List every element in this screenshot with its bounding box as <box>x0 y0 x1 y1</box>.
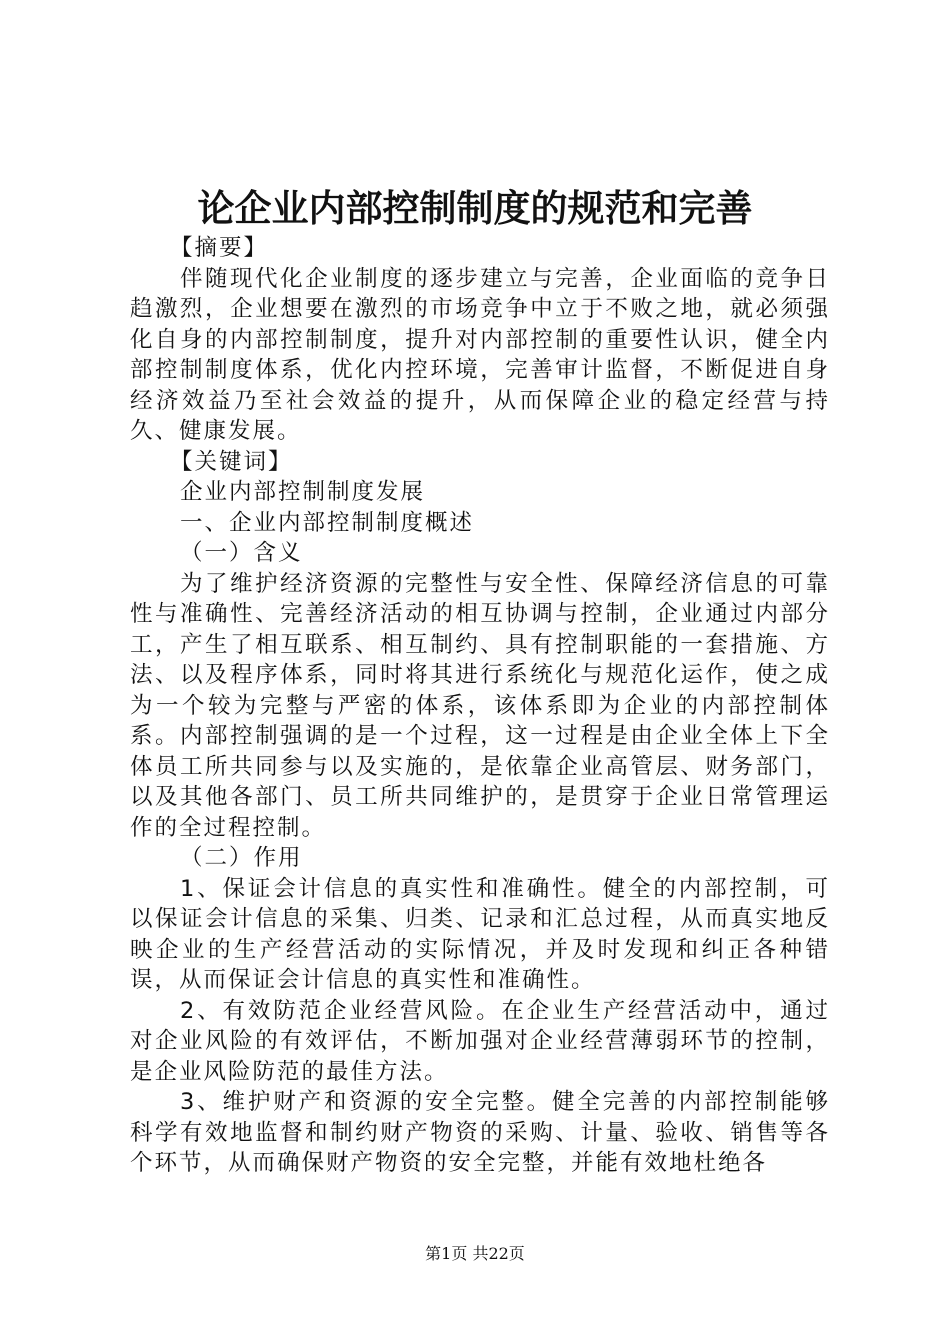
page-footer: 第1页 共22页 <box>425 1244 525 1263</box>
section-heading: 一、企业内部控制制度概述 <box>180 509 475 536</box>
paragraph: 【摘要】 <box>170 235 269 261</box>
paragraph: 为了维护经济资源的完整性与安全性、保障经济信息的可靠性与准确性、完善经济活动的相互协调与控制，企业通过内部分工，产生了相互联系、相互制约、具有控制职能的一套措施、方法、以及程序体系，同时将其进行系统化与规范化运作，使之成为一个较为完整与严密的体系，该体系即为企业的内部控制体系。内部控制强调的是一个过程，这一过程是由企业全体上下全体员工所共同参与以及实施的，是依靠企业高管层、财务部门，以及其他各部门、员工所共同维护的，是贯穿于企业日常管理运作的全过程控制。 <box>130 570 830 841</box>
document-body <box>130 233 830 1179</box>
paragraph: 1、保证会计信息的真实性和准确性。健全的内部控制，可以保证会计信息的采集、归类、记录和汇总过程，从而真实地反映企业的生产经营活动的实际情况，并及时发现和纠正各种错误，从而保证会计信息的真实性和准确性。 <box>130 875 830 993</box>
subsection-heading: （二）作用 <box>180 845 303 871</box>
paragraph: 企业内部控制制度发展 <box>180 479 426 505</box>
paragraph: 伴随现代化企业制度的逐步建立与完善，企业面临的竞争日趋激烈，企业想要在激烈的市场竞争中立于不败之地，就必须强化自身的内部控制制度，提升对内部控制的重要性认识，健全内部控制制度体系，优化内控环境，完善审计监督，不断促进自身经济效益乃至社会效益的提升，从而保障企业的稳定经营与持久、健康发展。 <box>130 265 830 444</box>
paragraph: 2、有效防范企业经营风险。在企业生产经营活动中，通过对企业风险的有效评估，不断加强对企业经营薄弱环节的控制，是企业风险防范的最佳方法。 <box>130 997 830 1085</box>
paragraph: 【关键词】 <box>170 448 293 475</box>
subsection-heading: （一）含义 <box>180 540 303 566</box>
document-title: 论企业内部控制制度的规范和完善 <box>197 187 753 230</box>
paragraph: 3、维护财产和资源的安全完整。健全完善的内部控制能够科学有效地监督和制约财产物资的采购、计量、验收、销售等各个环节，从而确保财产物资的安全完整，并能有效地杜绝各 <box>130 1089 830 1176</box>
